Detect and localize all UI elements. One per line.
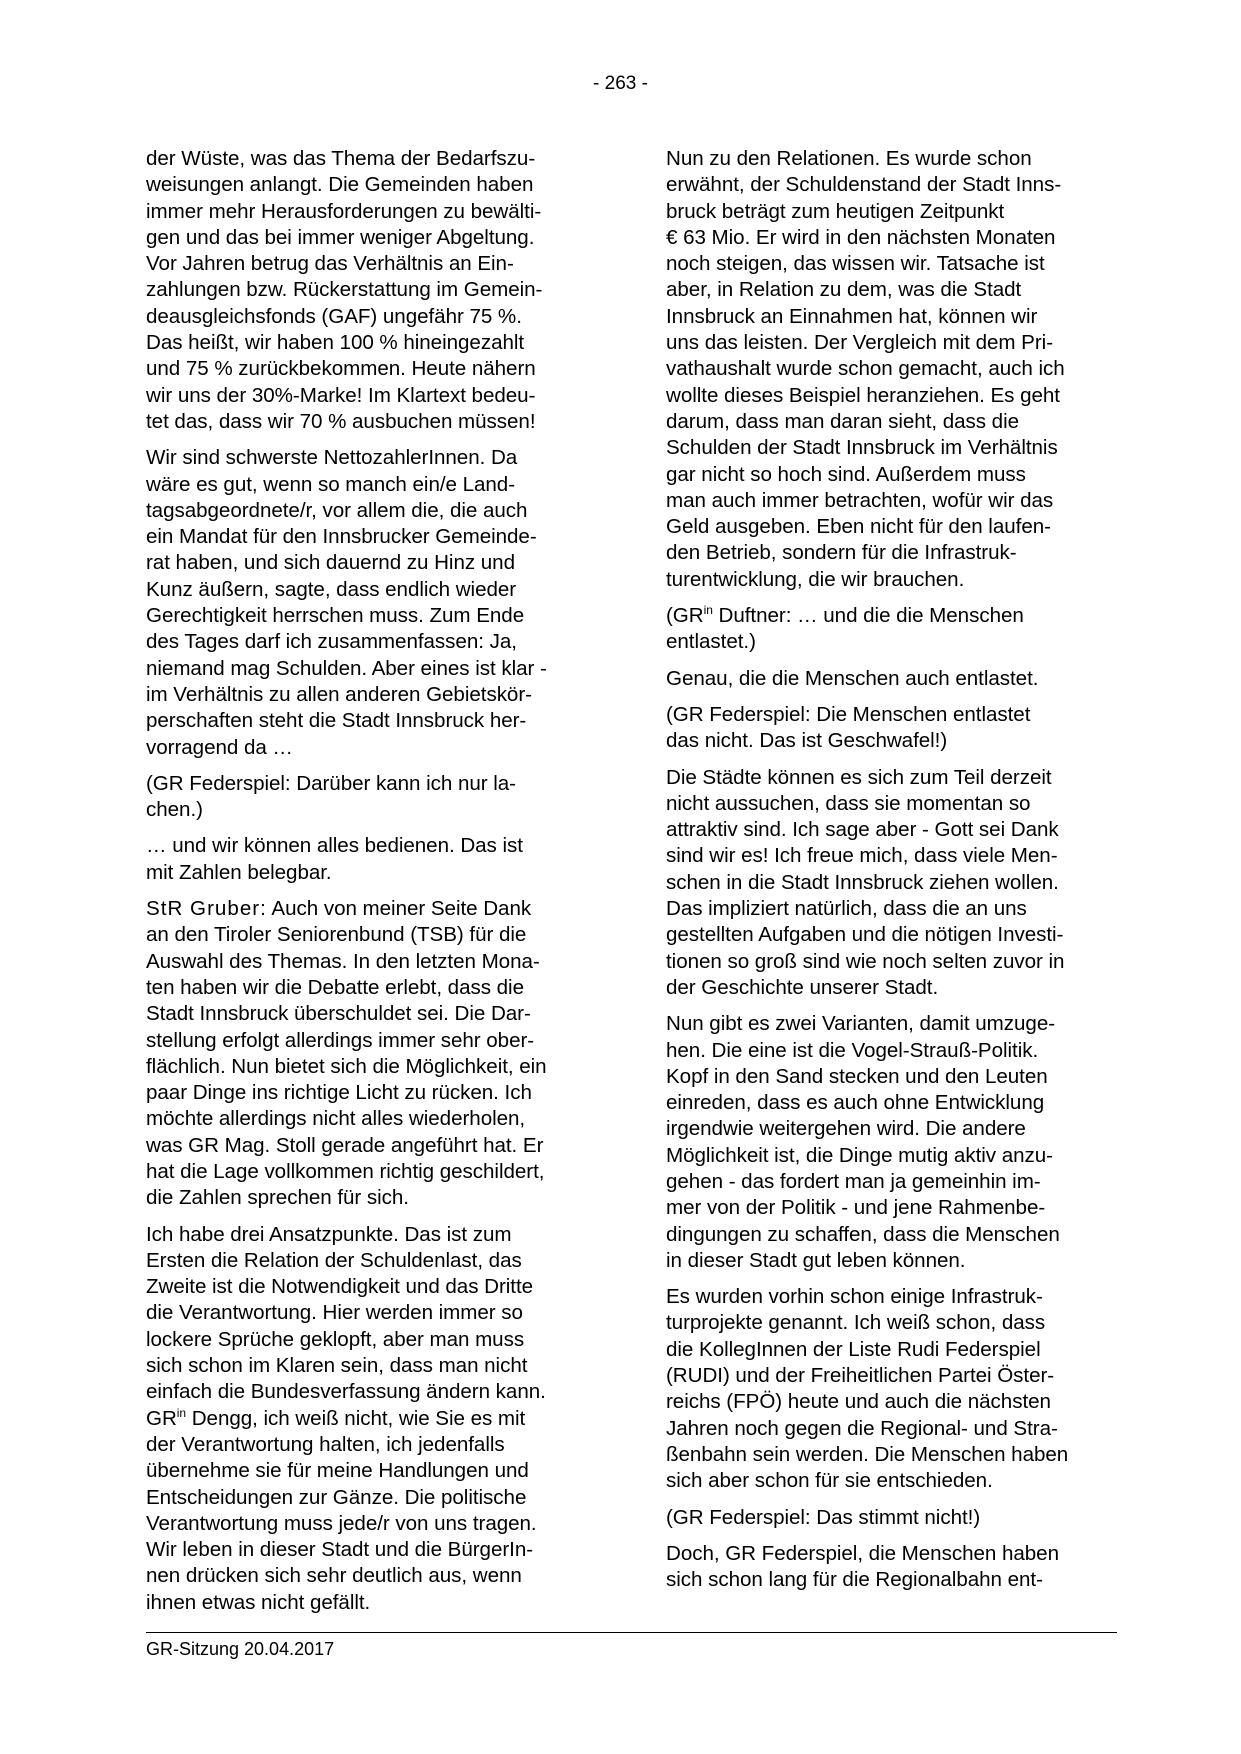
text-line: niemand mag Schulden. Aber eines ist klar - (146, 656, 547, 680)
text-line: noch steigen, das wissen wir. Tatsache ist (666, 252, 1045, 276)
text-line: dingungen zu schaffen, dass die Menschen (666, 1222, 1060, 1246)
text-line: hen. Die eine ist die Vogel-Strauß-Politik. (666, 1038, 1039, 1062)
text-line: ein Mandat für den Innsbrucker Gemeinde- (146, 525, 537, 549)
text-line: Gerechtigkeit herrschen muss. Zum Ende (146, 604, 525, 628)
text-line: die KollegInnen der Liste Rudi Federspiel (666, 1337, 1041, 1361)
text-line: Wir sind schwerste NettozahlerInnen. Da (146, 446, 518, 470)
footer-session-date: GR-Sitzung 20.04.2017 (146, 1639, 335, 1659)
text-line: einfach die Bundesverfassung ändern kann. (146, 1380, 546, 1404)
superscript: in (176, 1405, 187, 1420)
text-line: mer von der Politik - und jene Rahmenbe- (666, 1196, 1046, 1220)
text-line: vathaushalt wurde schon gemacht, auch ich (666, 357, 1065, 381)
text-line-rest: Dengg, ich weiß nicht, wie Sie es mit (186, 1406, 526, 1430)
text-line: aber, in Relation zu dem, was die Stadt (666, 278, 1022, 302)
text-line: Nun zu den Relationen. Es wurde schon (666, 147, 1032, 170)
text-line: ten haben wir die Debatte erlebt, dass die (146, 975, 524, 999)
text-line: gehen - das fordert man ja gemeinhin im- (666, 1169, 1041, 1193)
text-line: Wir leben in dieser Stadt und die BürgerIn- (146, 1538, 534, 1562)
text-line: der Verantwortung halten, ich jedenfalls (146, 1432, 505, 1456)
text-line: was GR Mag. Stoll gerade angeführt hat. Er (146, 1133, 544, 1157)
footer-divider (146, 1632, 1117, 1633)
text-line: schen in die Stadt Innsbruck ziehen wollen. (666, 870, 1059, 894)
text-line: Ich habe drei Ansatzpunkte. Das ist zum (146, 1222, 512, 1246)
text-line: man auch immer betrachten, wofür wir das (666, 488, 1054, 512)
text-line: Das impliziert natürlich, dass die an uns (666, 897, 1027, 921)
text-line: gestellten Aufgaben und die nötigen Investi- (666, 923, 1064, 947)
paragraph (146, 896, 601, 1212)
paragraph (666, 1011, 1121, 1274)
text-line: das nicht. Das ist Geschwafel!) (666, 729, 948, 753)
text-line: reichs (FPÖ) heute und auch die nächsten (666, 1390, 1051, 1414)
text-line: tionen so groß sind wie noch selten zuvor in (666, 949, 1065, 973)
text-line: … und wir können alles bedienen. Das ist (146, 834, 523, 858)
text-line: wir uns der 30%-Marke! Im Klartext bedeu- (146, 383, 536, 407)
paragraph (146, 1222, 601, 1616)
paragraph (666, 1505, 1121, 1531)
text-line: Kunz äußern, sagte, dass endlich wieder (146, 577, 517, 601)
text-line: der Wüste, was das Thema der Bedarfszu- (146, 147, 536, 170)
text-line: entlastet.) (666, 630, 756, 654)
text-line: lockere Sprüche geklopft, aber man muss (146, 1327, 525, 1351)
text-line: immer mehr Herausforderungen zu bewälti- (146, 199, 542, 223)
text-line: Geld ausgeben. Eben nicht für den laufen- (666, 515, 1051, 539)
text-line-rest: Auch von meiner Seite Dank (266, 897, 532, 921)
text-line: vorragend da … (146, 735, 293, 759)
text-line: Jahren noch gegen die Regional- und Stra- (666, 1416, 1058, 1440)
text-line: Innsbruck an Einnahmen hat, können wir (666, 304, 1038, 328)
text-line: hat die Lage vollkommen richtig geschildert, (146, 1159, 545, 1183)
text-line: Doch, GR Federspiel, die Menschen haben (666, 1541, 1059, 1565)
text-line: Zweite ist die Notwendigkeit und das Dritte (146, 1275, 534, 1299)
text-line-rest: Duftner: … und die die Menschen (712, 604, 1024, 628)
text-line: turentwicklung, die wir brauchen. (666, 567, 965, 591)
text-line: ßenbahn sein werden. Die Menschen haben (666, 1442, 1069, 1466)
text-line: Entscheidungen zur Gänze. Die politische (146, 1485, 527, 1509)
text-line: rat haben, und sich dauernd zu Hinz und (146, 551, 515, 575)
paragraph (666, 702, 1121, 755)
paragraph (666, 1541, 1121, 1594)
text-line: Vor Jahren betrug das Verhältnis an Ein- (146, 252, 514, 276)
text-line: wäre es gut, wenn so manch ein/e Land- (146, 472, 516, 496)
text-line (146, 1406, 601, 1432)
text-line: € 63 Mio. Er wird in den nächsten Monaten (666, 225, 1056, 249)
text-line: tagsabgeordnete/r, vor allem die, die auch (146, 498, 528, 522)
text-line: Ersten die Relation der Schuldenlast, das (146, 1248, 522, 1272)
text-line: (GR Federspiel: Die Menschen entlastet (666, 702, 1031, 726)
paragraph (666, 765, 1121, 1002)
text-line: zahlungen bzw. Rückerstattung im Gemein- (146, 278, 543, 302)
paragraph (146, 771, 601, 824)
text-line: (RUDI) und der Freiheitlichen Partei Öster- (666, 1364, 1055, 1388)
text-line: Es wurden vorhin schon einige Infrastruk- (666, 1285, 1043, 1309)
text-line: und 75 % zurückbekommen. Heute nähern (146, 357, 536, 381)
text-line: turprojekte genannt. Ich weiß schon, dass (666, 1311, 1046, 1335)
text-line: erwähnt, der Schuldenstand der Stadt Inns- (666, 173, 1062, 197)
text-line: Schulden der Stadt Innsbruck im Verhältnis (666, 436, 1058, 460)
text-line: paar Dinge ins richtige Licht zu rücken. Ich (146, 1081, 532, 1105)
text-line: sich schon im Klaren sein, dass man nicht (146, 1354, 528, 1378)
text-line: gen und das bei immer weniger Abgeltung. (146, 225, 535, 249)
text-line: sind wir es! Ich freue mich, dass viele Men- (666, 844, 1058, 868)
text-line: des Tages darf ich zusammenfassen: Ja, (146, 630, 517, 654)
text-line: Genau, die die Menschen auch entlastet. (666, 666, 1039, 690)
text-line: der Geschichte unserer Stadt. (666, 975, 939, 999)
paragraph (146, 445, 601, 761)
paragraph (666, 146, 1121, 593)
text-line: übernehme sie für meine Handlungen und (146, 1459, 529, 1483)
text-line (666, 603, 1121, 629)
text-line: Stadt Innsbruck überschuldet sei. Die Dar- (146, 1002, 531, 1026)
text-line: tet das, dass wir 70 % ausbuchen müssen! (146, 409, 536, 433)
paragraph (146, 146, 601, 435)
text-line: wollte dieses Beispiel heranziehen. Es geht (666, 383, 1060, 407)
left-column (146, 146, 601, 1626)
text-line: die Zahlen sprechen für sich. (146, 1186, 409, 1210)
text-line: Verantwortung muss jede/r von uns tragen. (146, 1511, 537, 1535)
text-line: die Verantwortung. Hier werden immer so (146, 1301, 523, 1325)
speaker-title: GR (146, 1406, 177, 1430)
text-line: bruck beträgt zum heutigen Zeitpunkt (666, 199, 1005, 223)
text-line: gar nicht so hoch sind. Außerdem muss (666, 462, 1026, 486)
text-line: Nun gibt es zwei Varianten, damit umzuge- (666, 1012, 1056, 1036)
text-line: (GR Federspiel: Darüber kann ich nur la- (146, 771, 516, 795)
text-line: chen.) (146, 798, 203, 822)
paragraph (146, 833, 601, 886)
text-line: ihnen etwas nicht gefällt. (146, 1590, 371, 1614)
speaker-name: StR Gruber: (146, 897, 267, 921)
text-line: Möglichkeit ist, die Dinge mutig aktiv anzu- (666, 1143, 1053, 1167)
paragraph (666, 666, 1121, 692)
text-line: (GR Federspiel: Das stimmt nicht!) (666, 1505, 981, 1529)
text-line: Kopf in den Sand stecken und den Leuten (666, 1064, 1048, 1088)
text-line: stellung erfolgt allerdings immer sehr ober- (146, 1028, 535, 1052)
text-line: Auswahl des Themas. In den letzten Mona- (146, 949, 540, 973)
text-line: perschaften steht die Stadt Innsbruck her- (146, 709, 527, 733)
text-line: in dieser Stadt gut leben können. (666, 1248, 966, 1272)
superscript: in (703, 603, 713, 618)
right-column (666, 146, 1121, 1603)
text-line: deausgleichsfonds (GAF) ungefähr 75 %. (146, 304, 522, 328)
text-line: attraktiv sind. Ich sage aber - Gott sei Dank (666, 818, 1059, 842)
text-line: möchte allerdings nicht alles wiederholen, (146, 1107, 526, 1131)
text-line: den Betrieb, sondern für die Infrastruk- (666, 541, 1017, 565)
text-line: mit Zahlen belegbar. (146, 860, 332, 884)
text-line: weisungen anlangt. Die Gemeinden haben (146, 173, 534, 197)
text-line: flächlich. Nun bietet sich die Möglichkeit, ein (146, 1054, 547, 1078)
text-line: uns das leisten. Der Vergleich mit dem Pri- (666, 331, 1053, 355)
text-line: irgendwie weitergehen wird. Die andere (666, 1117, 1026, 1141)
text-line: im Verhältnis zu allen anderen Gebietskör- (146, 682, 532, 706)
paragraph (666, 1284, 1121, 1494)
paragraph (666, 603, 1121, 656)
text-line: sich aber schon für sie entschieden. (666, 1469, 993, 1493)
text-line (146, 896, 601, 922)
text-line: sich schon lang für die Regionalbahn ent- (666, 1568, 1043, 1592)
text-line: Die Städte können es sich zum Teil derzeit (666, 765, 1052, 789)
page-number: - 263 - (593, 73, 648, 94)
speaker-title: (GR (666, 604, 704, 628)
text-line: nicht aussuchen, dass sie momentan so (666, 791, 1031, 815)
text-line: darum, dass man daran sieht, dass die (666, 409, 1020, 433)
text-line: einreden, dass es auch ohne Entwicklung (666, 1091, 1045, 1115)
text-line: an den Tiroler Seniorenbund (TSB) für die (146, 923, 527, 947)
text-line: nen drücken sich sehr deutlich aus, wenn (146, 1564, 522, 1588)
text-line: Das heißt, wir haben 100 % hineingezahlt (146, 331, 525, 355)
